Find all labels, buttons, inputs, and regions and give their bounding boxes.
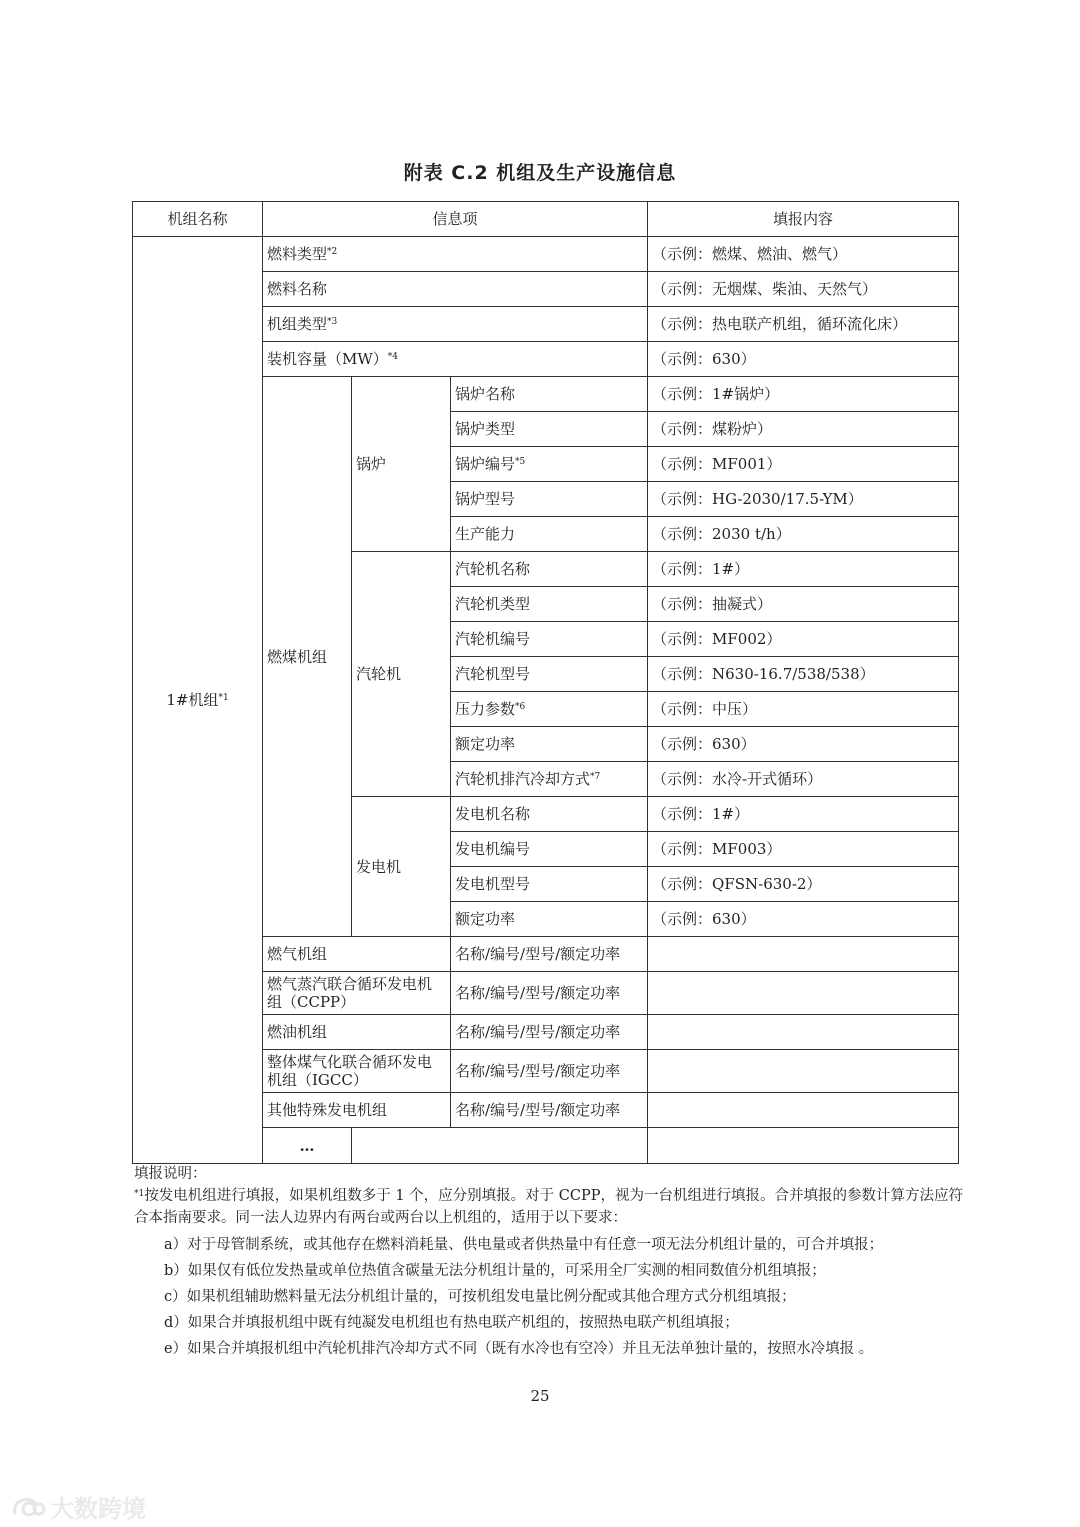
note-item: e）如果合并填报机组中汽轮机排汽冷却方式不同（既有水冷也有空冷）并且无法单独计量的，按照水冷填报 。 (164, 1341, 874, 1357)
other-unit-value (648, 937, 959, 972)
note-1: $^{*1}$按发电机组进行填报，如果机组数多于 1 个，应分别填报。对于 CCPP，视为一台机组进行填报。合并填报的参数计算方法应符合本指南要求。同一法人边界内有两台或两台以上机组的，适用于以下要求： (134, 1188, 963, 1226)
page-number: 25 (530, 1387, 550, 1405)
table-title: 附表 C.2 机组及生产设施信息 (403, 162, 677, 184)
item-label: 汽轮机编号 (451, 622, 648, 657)
note-item: b）如果仅有低位发热量或单位热值含碳量无法分机组计量的，可采用全厂实测的相同数值分机组填报； (164, 1263, 826, 1279)
other-unit-item: 名称/编号/型号/额定功率 (451, 1050, 648, 1093)
other-unit-value (648, 1093, 959, 1128)
item-value: （示例：1#） (648, 797, 959, 832)
other-unit-value (648, 972, 959, 1015)
table-header-row (133, 202, 959, 237)
other-unit-label: 燃油机组 (263, 1015, 451, 1050)
ellipsis-cell: … (263, 1128, 352, 1164)
empty-cell (648, 1128, 959, 1164)
fill-instructions (134, 1163, 964, 1362)
other-unit-label: 燃气机组 (263, 937, 451, 972)
unit-info-table (132, 201, 959, 1164)
other-unit-item: 名称/编号/型号/额定功率 (451, 972, 648, 1015)
item-label: 锅炉编号$^{*5}$ (451, 447, 648, 482)
item-value: （示例：MF001） (648, 447, 959, 482)
item-value: （示例：QFSN-630-2） (648, 867, 959, 902)
item-label: 锅炉型号 (451, 482, 648, 517)
general-value: （示例：热电联产机组，循环流化床） (648, 307, 959, 342)
item-label: 额定功率 (451, 902, 648, 937)
item-label: 发电机名称 (451, 797, 648, 832)
coal-unit-label: 燃煤机组 (263, 377, 352, 937)
general-label: 燃料类型$^{*2}$ (263, 237, 648, 272)
item-value: （示例：煤粉炉） (648, 412, 959, 447)
note-item: c）如果机组辅助燃料量无法分机组计量的，可按机组发电量比例分配或其他合理方式分机组填报； (164, 1289, 796, 1305)
general-value: （示例：燃煤、燃油、燃气） (648, 237, 959, 272)
unit-name-sup: *1 (218, 693, 229, 703)
notes-heading: 填报说明： (134, 1166, 207, 1182)
general-value: （示例：无烟煤、柴油、天然气） (648, 272, 959, 307)
header-unit-name: 机组名称 (133, 202, 263, 237)
item-label: 汽轮机类型 (451, 587, 648, 622)
generator-label: 发电机 (352, 797, 451, 937)
item-label: 汽轮机名称 (451, 552, 648, 587)
item-value: （示例：MF002） (648, 622, 959, 657)
header-info-item: 信息项 (263, 202, 648, 237)
other-unit-value (648, 1050, 959, 1093)
general-value: （示例：630） (648, 342, 959, 377)
other-unit-item: 名称/编号/型号/额定功率 (451, 937, 648, 972)
boiler-label: 锅炉 (352, 377, 451, 552)
general-label: 装机容量（MW）$^{*4}$ (263, 342, 648, 377)
item-value: （示例：1#） (648, 552, 959, 587)
watermark-text: 大数跨境 (50, 1495, 146, 1523)
item-value: （示例：中压） (648, 692, 959, 727)
item-label: 汽轮机型号 (451, 657, 648, 692)
note-item: d）如果合并填报机组中既有纯凝发电机组也有热电联产机组的，按照热电联产机组填报； (164, 1315, 739, 1331)
item-value: （示例：630） (648, 902, 959, 937)
item-value: （示例：1#锅炉） (648, 377, 959, 412)
general-label: 燃料名称 (263, 272, 648, 307)
item-value: （示例：MF003） (648, 832, 959, 867)
other-unit-item: 名称/编号/型号/额定功率 (451, 1093, 648, 1128)
empty-cell (352, 1128, 648, 1164)
unit-name: 1#机组 (166, 691, 219, 709)
item-label: 发电机编号 (451, 832, 648, 867)
watermark-logo-icon (12, 1494, 46, 1520)
other-unit-label: 燃气蒸汽联合循环发电机组（CCPP） (263, 972, 451, 1015)
item-label: 生产能力 (451, 517, 648, 552)
item-label: 锅炉名称 (451, 377, 648, 412)
item-value: （示例：HG-2030/17.5-YM） (648, 482, 959, 517)
item-label: 汽轮机排汽冷却方式$^{*7}$ (451, 762, 648, 797)
item-label: 额定功率 (451, 727, 648, 762)
item-value: （示例：抽凝式） (648, 587, 959, 622)
other-unit-label: 其他特殊发电机组 (263, 1093, 451, 1128)
item-value: （示例：2030 t/h） (648, 517, 959, 552)
general-label: 机组类型$^{*3}$ (263, 307, 648, 342)
table-row (133, 237, 959, 272)
item-value: （示例：630） (648, 727, 959, 762)
item-label: 压力参数$^{*6}$ (451, 692, 648, 727)
item-value: （示例：水冷-开式循环） (648, 762, 959, 797)
unit-name-cell (133, 237, 263, 1164)
item-value: （示例：N630-16.7/538/538） (648, 657, 959, 692)
note-item: a）对于母管制系统，或其他存在燃料消耗量、供电量或者供热量中有任意一项无法分机组计量的，可合并填报； (164, 1237, 884, 1253)
other-unit-label: 整体煤气化联合循环发电机组（IGCC） (263, 1050, 451, 1093)
item-label: 锅炉类型 (451, 412, 648, 447)
other-unit-value (648, 1015, 959, 1050)
other-unit-item: 名称/编号/型号/额定功率 (451, 1015, 648, 1050)
watermark (12, 1489, 146, 1524)
header-fill-content: 填报内容 (648, 202, 959, 237)
item-label: 发电机型号 (451, 867, 648, 902)
turbine-label: 汽轮机 (352, 552, 451, 797)
